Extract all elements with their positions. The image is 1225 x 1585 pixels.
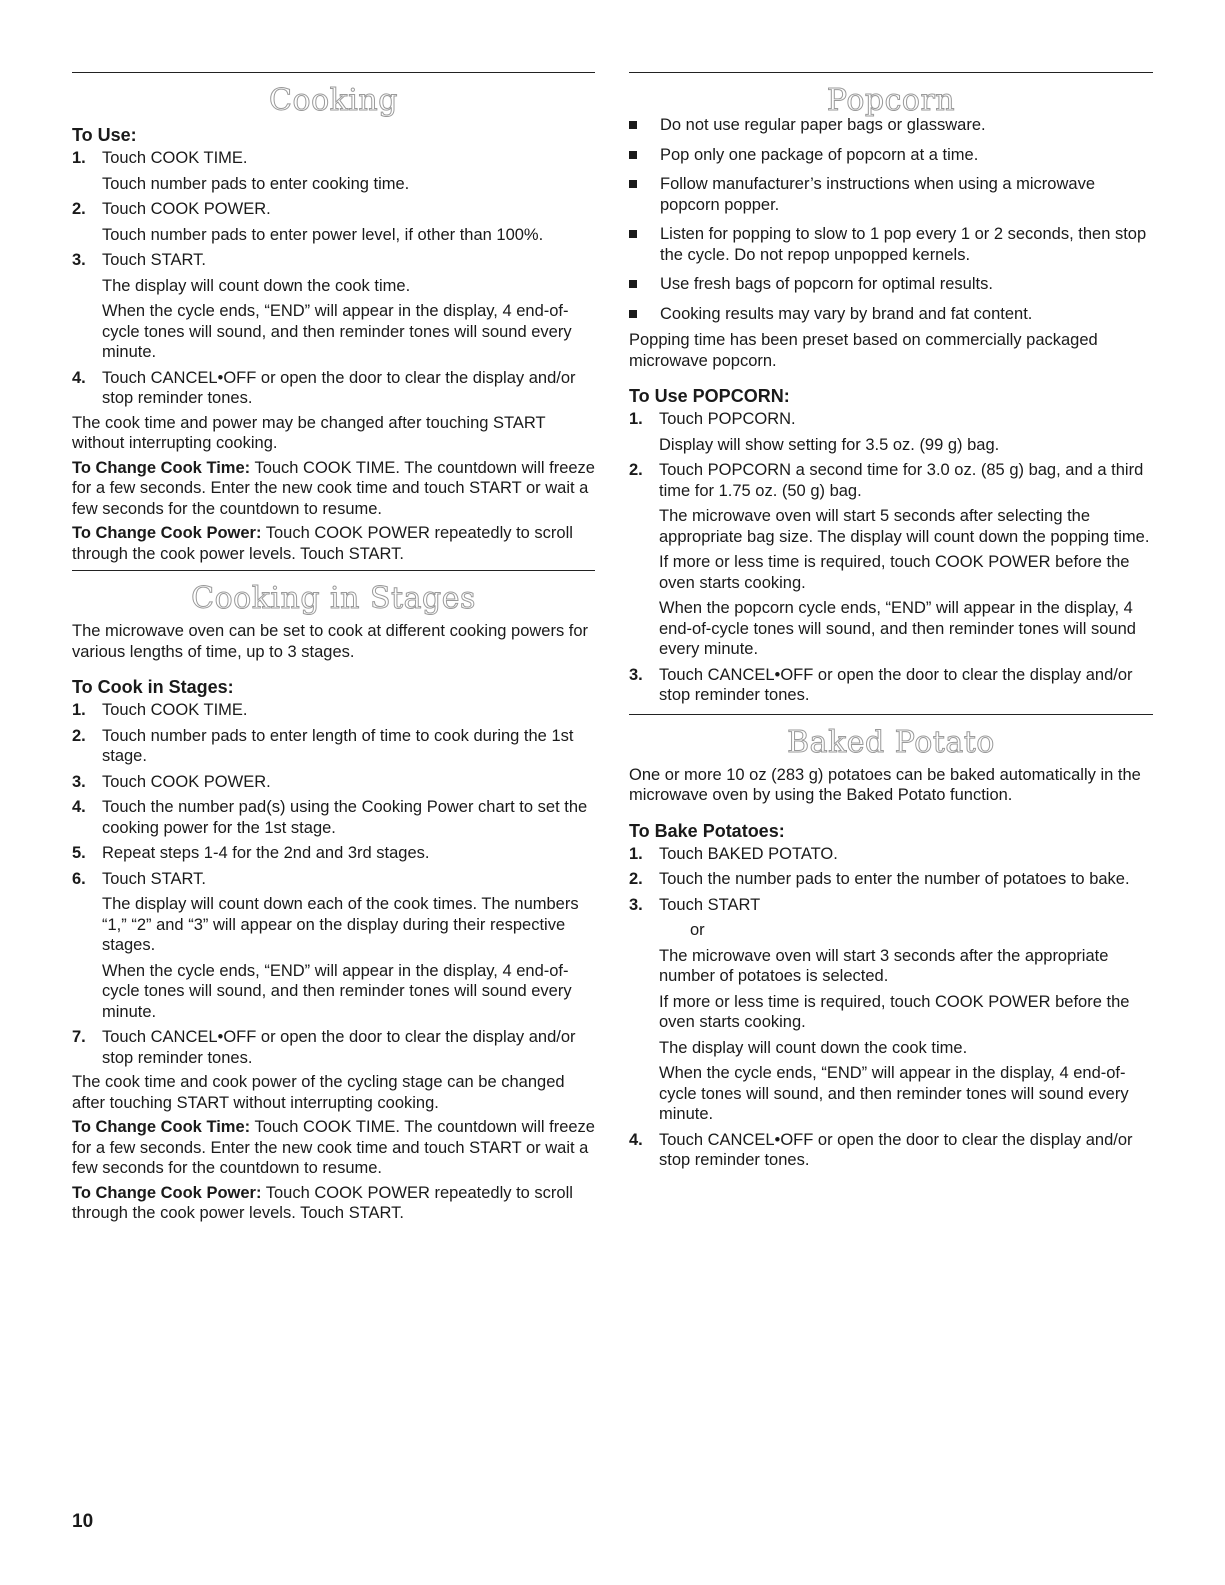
list-item: 1. Touch BAKED POTATO. xyxy=(629,844,838,863)
list-item: 3. Touch START or The microwave oven will start 3 seconds after the appropriate number of potatoes is selected. If more or less time is required, touch COOK POWER before the oven starts cooking. The display will count down the cook time. When the cycle ends, “END” will appear in the display, 4 end-of-cycle tones will sound, and then reminder tones will sound every minute. xyxy=(629,895,1153,1125)
potato-steps xyxy=(629,844,1153,1171)
list-item: 3. Touch COOK POWER. xyxy=(72,772,271,791)
left-column xyxy=(72,0,595,1224)
list-item: Listen for popping to slow to 1 pop every 1 or 2 seconds, then stop the cycle. Do not repop unpopped kernels. xyxy=(629,224,1153,265)
or-text: or xyxy=(690,921,705,939)
list-item: 6. Touch START. The display will count down each of the cook times. The numbers “1,” “2” and “3” will appear on the display during their respective stages. When the cycle ends, “END” will appear in the display, 4 end-of-cycle tones will sound, and then reminder tones will sound every minute. xyxy=(72,869,579,1021)
list-item: Do not use regular paper bags or glassware. xyxy=(629,115,1153,136)
list-item: Pop only one package of popcorn at a time. xyxy=(629,145,1153,166)
cooking-steps xyxy=(72,148,595,409)
popcorn-steps xyxy=(629,409,1153,706)
bullet-square-icon xyxy=(629,151,637,159)
stages-note: The cook time and cook power of the cycling stage can be changed after touching START without interrupting cooking. xyxy=(72,1073,565,1112)
cooking-title: Cooking xyxy=(269,83,398,118)
list-item: 1. Touch COOK TIME. Touch number pads to enter cooking time. xyxy=(72,149,410,193)
bullet-square-icon xyxy=(629,280,637,288)
list-item: 7. Touch CANCEL•OFF or open the door to clear the display and/or stop reminder tones. xyxy=(72,1028,576,1067)
popcorn-title: Popcorn xyxy=(826,83,956,118)
list-item: 4. Touch the number pad(s) using the Cooking Power chart to set the cooking power for the 1st stage. xyxy=(72,798,588,837)
stages-subhead: To Cook in Stages: xyxy=(72,677,234,697)
popcorn-tips xyxy=(629,115,1153,324)
cooking-note: The cook time and power may be changed after touching START without interrupting cooking. xyxy=(72,413,546,452)
list-item: 2. Touch number pads to enter length of time to cook during the 1st stage. xyxy=(72,726,574,765)
section-rule xyxy=(72,72,595,73)
list-item: Follow manufacturer’s instructions when using a microwave popcorn popper. xyxy=(629,174,1153,215)
bullet-square-icon xyxy=(629,230,637,238)
popcorn-subhead: To Use POPCORN: xyxy=(629,386,790,406)
section-rule xyxy=(72,570,595,571)
section-rule xyxy=(629,714,1153,715)
list-item: 1. Touch COOK TIME. xyxy=(72,701,248,719)
list-item: 4. Touch CANCEL•OFF or open the door to clear the display and/or stop reminder tones. xyxy=(629,1130,1133,1169)
page-number: 10 xyxy=(72,1511,94,1532)
cooking-subhead: To Use: xyxy=(72,125,137,145)
potato-title: Baked Potato xyxy=(787,724,995,760)
list-item: 2. Touch COOK POWER. Touch number pads to enter power level, if other than 100%. xyxy=(72,200,544,244)
cooking-change-power: To Change Cook Power: Touch COOK POWER repeatedly to scroll through the cook power levels. Touch START. xyxy=(72,524,573,563)
list-item: 1. Touch POPCORN. Display will show setting for 3.5 oz. (99 g) bag. xyxy=(629,410,1000,454)
stages-change-time: To Change Cook Time: Touch COOK TIME. The countdown will freeze for a few seconds. Enter the new cook time and touch START or wait a few seconds for the countdown to resume. xyxy=(72,1118,595,1177)
list-item: 5. Repeat steps 1-4 for the 2nd and 3rd stages. xyxy=(72,844,430,862)
list-item: Use fresh bags of popcorn for optimal results. xyxy=(629,274,1153,295)
section-rule xyxy=(629,72,1153,73)
list-item: 4. Touch CANCEL•OFF or open the door to clear the display and/or stop reminder tones. xyxy=(72,368,576,407)
stages-intro: The microwave oven can be set to cook at different cooking powers for various lengths of time, up to 3 stages. xyxy=(72,622,589,661)
list-item: Cooking results may vary by brand and fat content. xyxy=(629,304,1153,325)
list-item: 2. Touch POPCORN a second time for 3.0 oz. (85 g) bag, and a third time for 1.75 oz. (50 g) bag. The microwave oven will start 5 seconds after selecting the appropriate bag size. The display will count down the popping time. If more or less time is required, touch COOK POWER before the oven starts cooking. When the popcorn cycle ends, “END” will appear in the display, 4 end-of-cycle tones will sound, and then reminder tones will sound every minute. xyxy=(629,461,1150,658)
stages-change-power: To Change Cook Power: Touch COOK POWER repeatedly to scroll through the cook power levels. Touch START. xyxy=(72,1183,573,1222)
bullet-square-icon xyxy=(629,180,637,188)
list-item: 2. Touch the number pads to enter the number of potatoes to bake. xyxy=(629,870,1130,888)
bullet-square-icon xyxy=(629,310,637,318)
popcorn-preset-note: Popping time has been preset based on commercially packaged microwave popcorn. xyxy=(629,331,1098,370)
list-item: 3. Touch CANCEL•OFF or open the door to clear the display and/or stop reminder tones. xyxy=(629,665,1133,704)
potato-subhead: To Bake Potatoes: xyxy=(629,820,785,841)
bullet-square-icon xyxy=(629,121,637,129)
cooking-change-time: To Change Cook Time: Touch COOK TIME. The countdown will freeze for a few seconds. Enter the new cook time and touch START or wait a few seconds for the countdown to resume. xyxy=(72,458,595,518)
stages-steps xyxy=(72,700,595,1068)
potato-intro: One or more 10 oz (283 g) potatoes can be baked automatically in the microwave oven by using the Baked Potato function. xyxy=(629,765,1141,804)
list-item: 3. Touch START. The display will count down the cook time. When the cycle ends, “END” will appear in the display, 4 end-of-cycle tones will sound, and then reminder tones will sound every minute. xyxy=(72,251,572,361)
stages-title: Cooking in Stages xyxy=(191,581,476,616)
right-column xyxy=(629,0,1153,1171)
